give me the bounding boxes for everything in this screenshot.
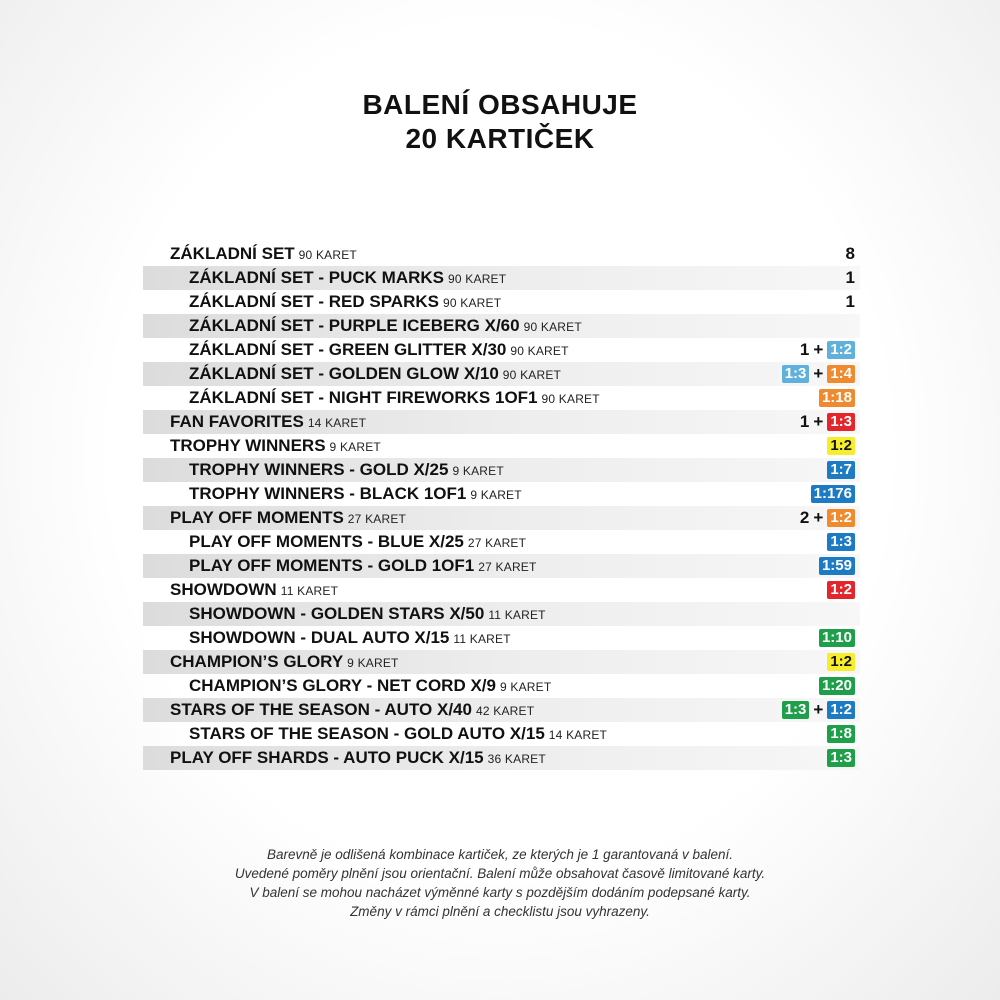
row-label: [143, 266, 506, 291]
ratio-text: 1: [799, 340, 810, 359]
set-name: FAN FAVORITES: [170, 411, 304, 431]
row-label: [143, 434, 381, 459]
row-label: [143, 554, 537, 579]
ratio-badge: 1:176: [811, 485, 855, 503]
card-count: 90 KARET: [502, 367, 562, 382]
card-count: 90 KARET: [448, 271, 507, 286]
set-name: PLAY OFF SHARDS - AUTO PUCK X/15: [170, 747, 484, 767]
ratio-cell: [827, 437, 860, 455]
ratio-badge: 1:3: [827, 749, 855, 767]
table-row: [143, 722, 860, 746]
ratio-badge: 1:59: [819, 557, 855, 575]
ratio-cell: [819, 557, 860, 575]
table-row: [143, 362, 860, 386]
set-name: TROPHY WINNERS - BLACK 1OF1: [189, 483, 467, 503]
card-count: 14 KARET: [307, 415, 367, 430]
ratio-badge: 1:3: [782, 365, 810, 383]
ratio-badge: 1:3: [782, 701, 810, 719]
table-row: [143, 434, 860, 458]
ratio-text: +: [813, 364, 824, 383]
ratio-text: 1: [845, 292, 855, 311]
ratio-cell: [846, 266, 860, 290]
card-count: 27 KARET: [467, 535, 527, 550]
ratio-cell: [811, 485, 860, 503]
set-name: CHAMPION’S GLORY: [170, 651, 344, 671]
table-row: [143, 386, 860, 410]
row-label: [143, 458, 504, 483]
ratio-cell: [827, 533, 860, 551]
set-name: TROPHY WINNERS: [170, 435, 326, 455]
row-label: [143, 314, 582, 339]
ratio-badge: 1:2: [827, 701, 855, 719]
card-count: 9 KARET: [329, 439, 381, 454]
pack-contents-table: [143, 242, 860, 770]
row-label: [143, 626, 511, 651]
table-row: [143, 578, 860, 602]
ratio-badge: 1:3: [827, 413, 855, 431]
card-count: 90 KARET: [298, 247, 357, 262]
ratio-badge: 1:18: [819, 389, 855, 407]
card-count: 42 KARET: [475, 703, 535, 718]
card-count: 9 KARET: [470, 487, 522, 502]
card-count: 36 KARET: [487, 751, 546, 766]
table-row: [143, 530, 860, 554]
card-count: 9 KARET: [347, 655, 399, 670]
card-count: 27 KARET: [347, 511, 407, 526]
set-name: ZÁKLADNÍ SET - PURPLE ICEBERG X/60: [189, 315, 520, 335]
table-row: [143, 242, 860, 266]
table-row: [143, 482, 860, 506]
footer-line: Uvedené poměry plnění jsou orientační. Balení může obsahovat časově limitované karty.: [234, 866, 766, 881]
card-count: 27 KARET: [478, 559, 537, 574]
set-name: STARS OF THE SEASON - AUTO X/40: [170, 699, 472, 719]
ratio-cell: [800, 506, 860, 530]
row-label: [143, 410, 366, 435]
ratio-cell: [800, 338, 860, 362]
set-name: ZÁKLADNÍ SET - GOLDEN GLOW X/10: [189, 363, 499, 383]
row-label: [143, 386, 600, 411]
ratio-badge: 1:2: [827, 581, 855, 599]
set-name: ZÁKLADNÍ SET: [170, 243, 295, 263]
ratio-text: +: [813, 340, 824, 359]
title-line-1: BALENÍ OBSAHUJE: [362, 89, 638, 120]
table-row: [143, 554, 860, 578]
card-count: 11 KARET: [453, 631, 511, 646]
set-name: TROPHY WINNERS - GOLD X/25: [189, 459, 449, 479]
table-row: [143, 410, 860, 434]
set-name: ZÁKLADNÍ SET - PUCK MARKS: [189, 267, 444, 287]
set-name: STARS OF THE SEASON - GOLD AUTO X/15: [189, 723, 545, 743]
card-count: 90 KARET: [510, 343, 569, 358]
ratio-cell: [827, 653, 860, 671]
ratio-badge: 1:20: [819, 677, 855, 695]
ratio-cell: [846, 242, 860, 266]
ratio-badge: 1:2: [827, 509, 855, 527]
ratio-cell: [846, 290, 860, 314]
ratio-badge: 1:2: [827, 653, 855, 671]
table-row: [143, 602, 860, 626]
card-count: 90 KARET: [523, 319, 582, 334]
row-label: [143, 722, 607, 747]
ratio-text: 8: [845, 244, 855, 263]
set-name: ZÁKLADNÍ SET - GREEN GLITTER X/30: [189, 339, 507, 359]
ratio-cell: [819, 677, 860, 695]
table-row: [143, 674, 860, 698]
row-label: [143, 242, 357, 267]
set-name: PLAY OFF MOMENTS - BLUE X/25: [189, 531, 464, 551]
table-row: [143, 458, 860, 482]
table-row: [143, 338, 860, 362]
card-count: 11 KARET: [280, 583, 339, 598]
card-count: 9 KARET: [452, 463, 504, 478]
card-count: 90 KARET: [541, 391, 600, 406]
set-name: ZÁKLADNÍ SET - NIGHT FIREWORKS 1OF1: [189, 387, 538, 407]
ratio-cell: [819, 629, 860, 647]
ratio-cell: [827, 725, 860, 743]
row-label: [143, 746, 546, 771]
table-row: [143, 626, 860, 650]
ratio-cell: [782, 362, 860, 386]
ratio-text: 1: [799, 412, 810, 431]
row-label: [143, 698, 534, 723]
ratio-cell: [827, 461, 860, 479]
footer-notes: [0, 845, 1000, 921]
ratio-badge: 1:8: [827, 725, 855, 743]
set-name: SHOWDOWN: [170, 579, 277, 599]
row-label: [143, 482, 522, 507]
set-name: SHOWDOWN - DUAL AUTO X/15: [189, 627, 450, 647]
table-row: [143, 746, 860, 770]
set-name: SHOWDOWN - GOLDEN STARS X/50: [189, 603, 485, 623]
set-name: ZÁKLADNÍ SET - RED SPARKS: [189, 291, 439, 311]
ratio-text: +: [813, 412, 824, 431]
row-label: [143, 506, 406, 531]
table-row: [143, 698, 860, 722]
ratio-badge: 1:4: [827, 365, 855, 383]
footer-line: V balení se mohou nacházet výměnné karty s pozdějším dodáním podepsané karty.: [249, 885, 751, 900]
ratio-badge: 1:2: [827, 341, 855, 359]
table-row: [143, 290, 860, 314]
row-label: [143, 602, 546, 627]
title-line-2: 20 KARTIČEK: [405, 123, 595, 154]
set-name: PLAY OFF MOMENTS: [170, 507, 344, 527]
table-row: [143, 650, 860, 674]
table-row: [143, 314, 860, 338]
ratio-cell: [782, 698, 860, 722]
row-label: [143, 530, 526, 555]
ratio-badge: 1:2: [827, 437, 855, 455]
row-label: [143, 650, 399, 675]
ratio-cell: [827, 749, 860, 767]
ratio-text: +: [813, 508, 824, 527]
ratio-cell: [827, 581, 860, 599]
page-title: [0, 88, 1000, 156]
card-count: 9 KARET: [499, 679, 552, 694]
set-name: CHAMPION’S GLORY - NET CORD X/9: [189, 675, 496, 695]
card-count: 90 KARET: [442, 295, 502, 310]
ratio-cell: [819, 389, 860, 407]
row-label: [143, 338, 569, 363]
row-label: [143, 362, 561, 387]
table-row: [143, 506, 860, 530]
ratio-badge: 1:7: [827, 461, 855, 479]
card-count: 11 KARET: [488, 607, 546, 622]
footer-line: Barevně je odlišená kombinace kartiček, ze kterých je 1 garantovaná v balení.: [266, 847, 733, 862]
row-label: [143, 674, 551, 699]
ratio-text: 1: [845, 268, 855, 287]
footer-line: Změny v rámci plnění a checklistu jsou vyhrazeny.: [350, 904, 650, 919]
row-label: [143, 290, 501, 315]
ratio-badge: 1:10: [819, 629, 855, 647]
table-row: [143, 266, 860, 290]
row-label: [143, 578, 338, 603]
ratio-cell: [800, 410, 860, 434]
card-count: 14 KARET: [548, 727, 608, 742]
set-name: PLAY OFF MOMENTS - GOLD 1OF1: [189, 555, 475, 575]
ratio-badge: 1:3: [827, 533, 855, 551]
ratio-text: +: [813, 700, 824, 719]
ratio-text: 2: [799, 508, 810, 527]
